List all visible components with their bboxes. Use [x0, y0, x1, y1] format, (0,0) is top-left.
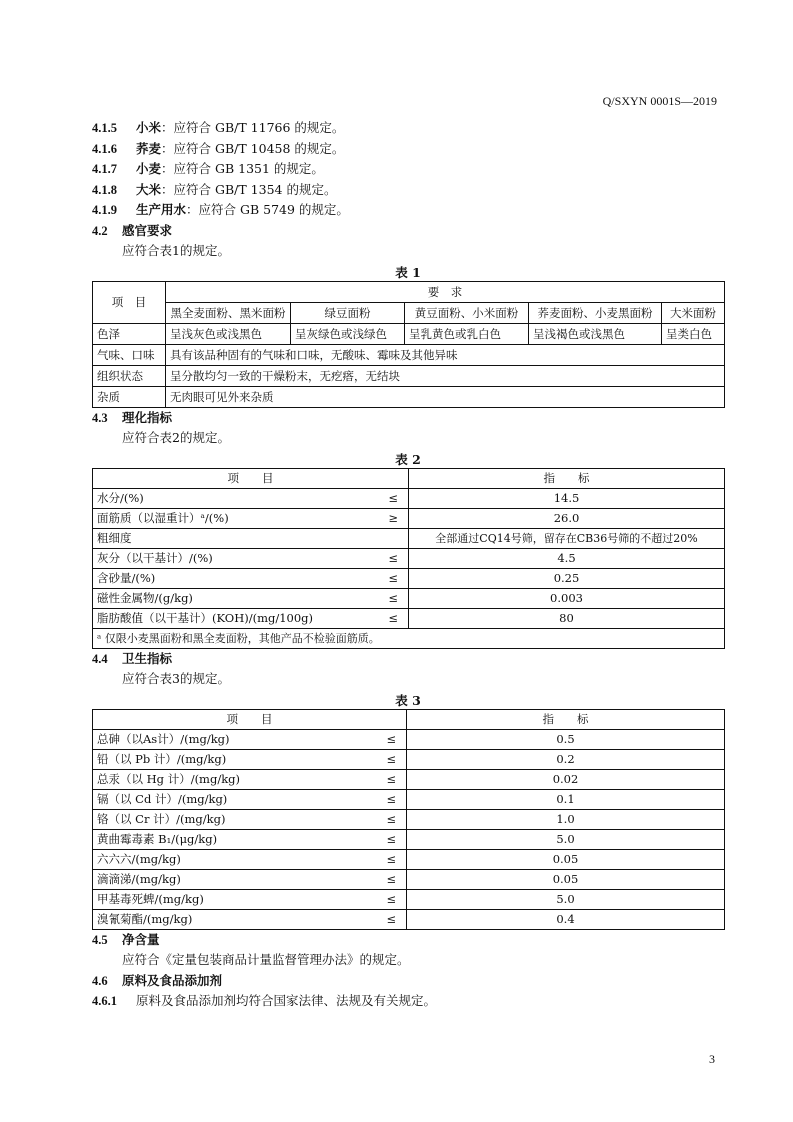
table-cell-symbol: ≤ [383, 889, 407, 909]
table-1-row-label: 组织状态 [93, 365, 166, 386]
table-cell-value: 全部通过CQ14号筛，留存在CB36号筛的不超过20% [409, 528, 725, 548]
table-cell-item: 粗细度 [93, 528, 383, 548]
table-cell-value: 5.0 [407, 829, 725, 849]
table-cell-item: 脂肪酸值（以干基计）(KOH)/(mg/100g) [93, 608, 383, 628]
page-number: 3 [709, 1052, 715, 1066]
table-cell: 呈灰绿色或浅绿色 [291, 323, 405, 344]
table-2-header-item: 项 目 [93, 468, 409, 488]
clause-4-1-7: 4.1.7 小麦：应符合 GB 1351 的规定。 [92, 161, 324, 176]
table-cell-symbol: ≤ [383, 488, 409, 508]
table-cell-item: 六六六/(mg/kg) [93, 849, 383, 869]
table-1-header-item: 项 目 [93, 281, 166, 323]
section-heading-4-2: 4.2 感官要求 [92, 222, 173, 238]
section-text-4-2: 应符合表1的规定。 [122, 243, 230, 258]
table-row [93, 508, 725, 528]
table-row [93, 869, 725, 889]
section-heading-4-4: 4.4 卫生指标 [92, 650, 173, 666]
clause-4-1-5: 4.1.5 小米：应符合 GB/T 11766 的规定。 [92, 120, 345, 135]
table-row [93, 889, 725, 909]
table-1-sensory [92, 281, 725, 408]
table-row [93, 729, 725, 749]
table-1-header-requirement: 要 求 [166, 281, 725, 302]
table-cell-item: 铅（以 Pb 计）/(mg/kg) [93, 749, 383, 769]
table-1-caption: 表 1 [395, 264, 421, 280]
table-cell-symbol [383, 528, 409, 548]
table-row [93, 608, 725, 628]
table-1-subheader: 大米面粉 [662, 302, 725, 323]
table-cell-value: 0.05 [407, 849, 725, 869]
table-3-hygiene [92, 709, 725, 930]
table-2-caption: 表 2 [395, 451, 421, 467]
table-row [93, 849, 725, 869]
table-1-subheader: 黑全麦面粉、黑米面粉 [166, 302, 291, 323]
section-text-4-5: 应符合《定量包装商品计量监督管理办法》的规定。 [122, 952, 410, 967]
table-cell-item: 水分/(%) [93, 488, 383, 508]
table-row [93, 488, 725, 508]
clause-4-1-9: 4.1.9 生产用水：应符合 GB 5749 的规定。 [92, 202, 349, 217]
table-row [93, 344, 725, 365]
table-cell-item: 铬（以 Cr 计）/(mg/kg) [93, 809, 383, 829]
table-cell-value: 0.5 [407, 729, 725, 749]
table-1-subheader: 黄豆面粉、小米面粉 [405, 302, 529, 323]
table-1-subheader: 荞麦面粉、小麦黑面粉 [529, 302, 662, 323]
clause-4-1-8: 4.1.8 大米：应符合 GB/T 1354 的规定。 [92, 181, 337, 197]
table-row [93, 588, 725, 608]
table-cell-item: 镉（以 Cd 计）/(mg/kg) [93, 789, 383, 809]
table-cell-item: 面筋质（以湿重计）ᵃ/(%) [93, 508, 383, 528]
table-cell-value: 0.4 [407, 909, 725, 929]
table-cell-item: 甲基毒死蜱/(mg/kg) [93, 889, 383, 909]
table-cell-value: 0.05 [407, 869, 725, 889]
table-2-header-value: 指 标 [409, 468, 725, 488]
table-cell-symbol: ≤ [383, 749, 407, 769]
table-cell-symbol: ≤ [383, 568, 409, 588]
table-cell: 呈浅灰色或浅黑色 [166, 323, 291, 344]
table-row [93, 909, 725, 929]
table-row [93, 568, 725, 588]
table-row [93, 386, 725, 407]
table-cell-symbol: ≤ [383, 809, 407, 829]
table-cell-value: 0.003 [409, 588, 725, 608]
clause-4-6-1: 4.6.1 原料及食品添加剂均符合国家法律、法规及有关规定。 [92, 993, 437, 1008]
table-2-physicochemical [92, 468, 725, 649]
table-row [93, 789, 725, 809]
table-cell-symbol: ≤ [383, 769, 407, 789]
table-cell-item: 滴滴涕/(mg/kg) [93, 869, 383, 889]
table-cell: 无肉眼可见外来杂质 [166, 386, 725, 407]
table-cell-value: 0.1 [407, 789, 725, 809]
table-row [93, 323, 725, 344]
table-row [93, 769, 725, 789]
table-cell-value: 0.2 [407, 749, 725, 769]
table-cell: 呈乳黄色或乳白色 [405, 323, 529, 344]
table-cell-symbol: ≤ [383, 548, 409, 568]
table-cell-item: 总砷（以As计）/(mg/kg) [93, 729, 383, 749]
table-row [93, 548, 725, 568]
table-cell-symbol: ≤ [383, 869, 407, 889]
table-row [93, 749, 725, 769]
table-row [93, 809, 725, 829]
table-cell: 呈类白色 [662, 323, 725, 344]
table-cell-item: 灰分（以干基计）/(%) [93, 548, 383, 568]
table-3-header-item: 项 目 [93, 709, 407, 729]
table-cell-item: 含砂量/(%) [93, 568, 383, 588]
section-heading-4-3: 4.3 理化指标 [92, 409, 173, 425]
table-cell-value: 80 [409, 608, 725, 628]
clause-4-1-6: 4.1.6 荞麦：应符合 GB/T 10458 的规定。 [92, 140, 345, 156]
table-cell-value: 14.5 [409, 488, 725, 508]
table-cell-symbol: ≤ [383, 849, 407, 869]
table-cell-value: 26.0 [409, 508, 725, 528]
table-cell-symbol: ≥ [383, 508, 409, 528]
document-body [92, 118, 724, 1012]
section-heading-4-6: 4.6 原料及食品添加剂 [92, 972, 223, 988]
table-cell-symbol: ≤ [383, 588, 409, 608]
table-cell-item: 溴氰菊酯/(mg/kg) [93, 909, 383, 929]
table-cell-symbol: ≤ [383, 909, 407, 929]
standard-code: Q/SXYN 0001S—2019 [602, 94, 717, 108]
table-cell-value: 0.02 [407, 769, 725, 789]
table-1-row-label: 色泽 [93, 323, 166, 344]
table-row [93, 829, 725, 849]
table-1-row-label: 气味、口味 [93, 344, 166, 365]
table-3-header-value: 指 标 [407, 709, 725, 729]
section-heading-4-5: 4.5 净含量 [92, 931, 160, 947]
table-cell-value: 5.0 [407, 889, 725, 909]
table-cell-value: 4.5 [409, 548, 725, 568]
table-1-subheader: 绿豆面粉 [291, 302, 405, 323]
table-cell-value: 1.0 [407, 809, 725, 829]
table-cell: 具有该品种固有的气味和口味，无酸味、霉味及其他异味 [166, 344, 725, 365]
table-cell-value: 0.25 [409, 568, 725, 588]
table-3-caption: 表 3 [395, 692, 421, 708]
table-cell-item: 黄曲霉毒素 B₁/(μg/kg) [93, 829, 383, 849]
table-cell: 呈分散均匀一致的干燥粉末，无疙瘩，无结块 [166, 365, 725, 386]
table-cell-item: 磁性金属物/(g/kg) [93, 588, 383, 608]
table-cell-symbol: ≤ [383, 789, 407, 809]
table-row [93, 365, 725, 386]
table-2-footnote: ᵃ 仅限小麦黑面粉和黑全麦面粉，其他产品不检验面筋质。 [93, 628, 725, 648]
table-row [93, 528, 725, 548]
table-1-row-label: 杂质 [93, 386, 166, 407]
table-cell-symbol: ≤ [383, 829, 407, 849]
table-cell-item: 总汞（以 Hg 计）/(mg/kg) [93, 769, 383, 789]
section-text-4-4: 应符合表3的规定。 [122, 671, 230, 686]
table-cell: 呈浅褐色或浅黑色 [529, 323, 662, 344]
table-cell-symbol: ≤ [383, 729, 407, 749]
table-cell-symbol: ≤ [383, 608, 409, 628]
section-text-4-3: 应符合表2的规定。 [122, 430, 230, 445]
